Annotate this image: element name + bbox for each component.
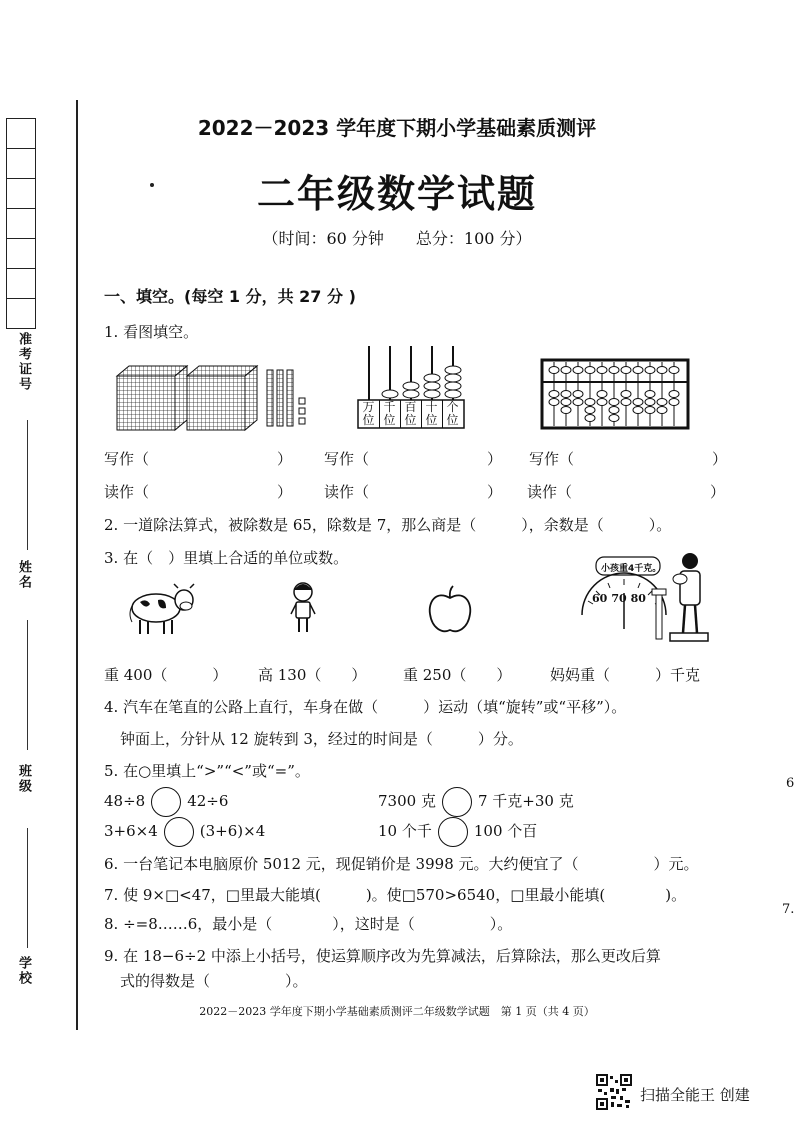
id-number-label: 准考证号	[16, 332, 31, 392]
q3-boy-blank: 高 130（ ）	[258, 666, 367, 684]
place-label-bai: 百位	[404, 400, 417, 427]
class-label: 班级	[16, 764, 31, 794]
q5-compare-b: 7300 克 7 千克+30 克	[378, 787, 574, 817]
qr-code-icon	[596, 1074, 632, 1110]
q5-compare-d: 10 个千 100 个百	[378, 817, 537, 847]
place-label-qian: 千位	[383, 400, 396, 427]
q1-stem: 1. 看图填空。	[104, 323, 199, 341]
time-score-info: （时间：60 分钟 总分：100 分）	[262, 229, 532, 248]
abacus-image	[540, 358, 690, 430]
q8-text: 8. ÷=8……6，最小是（ ），这时是（ ）。	[104, 915, 513, 933]
q9-line2: 式的得数是（ ）。	[120, 972, 308, 990]
compare-circle[interactable]	[164, 817, 194, 847]
q3-stem: 3. 在（ ）里填上合适的单位或数。	[104, 549, 349, 567]
compare-circle[interactable]	[438, 817, 468, 847]
sidebar-line	[27, 420, 28, 550]
compare-circle[interactable]	[442, 787, 472, 817]
page-footer: 2022－2023 学年度下期小学基础素质测评二年级数学试题 第 1 页（共 4 页）	[199, 1005, 595, 1018]
scale-mark: 70	[611, 592, 627, 605]
q1-write-1: 写作（ ）	[104, 450, 293, 468]
scale-mark: 80	[630, 592, 646, 605]
q1-read-3: 读作（ ）	[527, 483, 726, 501]
scale-mark: 60	[592, 592, 608, 605]
q3-apple-blank: 重 250（ ）	[403, 666, 512, 684]
q5-compare-a: 48÷8 42÷6	[104, 787, 228, 817]
base-ten-blocks-image	[115, 362, 325, 434]
q4-line1: 4. 汽车在笔直的公路上直行，车身在做（ ）运动（填“旋转”或“平移”）。	[104, 698, 627, 716]
place-label-wan: 万位	[362, 400, 375, 427]
q7-text: 7. 使 9×□<47，□里最大能填( )。使□570>6540，□里最小能填( )。	[104, 886, 687, 904]
q1-write-2: 写作（ ）	[324, 450, 503, 468]
margin-mark: 6	[786, 776, 794, 791]
cow-image	[128, 582, 196, 636]
apple-image	[426, 584, 474, 636]
q5-compare-c: 3+6×4 (3+6)×4	[104, 817, 265, 847]
exam-subtitle: 2022－2023 学年度下期小学基础素质测评	[197, 116, 597, 140]
scanner-brand: 扫描全能王 创建	[640, 1086, 750, 1104]
page-title: 二年级数学试题	[256, 172, 537, 216]
place-value-labels	[358, 401, 464, 427]
q3-mother-blank: 妈妈重（ ）千克	[550, 666, 701, 684]
section-title: 一、填空。(每空 1 分，共 27 分 )	[104, 287, 356, 306]
place-label-ge: 个位	[446, 400, 459, 427]
q9-line1: 9. 在 18−6÷2 中添上小括号，使运算顺序改为先算减法，后算除法，那么更改后算	[104, 947, 661, 965]
id-number-boxes	[6, 118, 36, 329]
q4-line2: 钟面上，分针从 12 旋转到 3，经过的时间是（ ）分。	[120, 730, 523, 748]
sidebar-line	[27, 828, 28, 948]
boy-image	[288, 580, 318, 634]
q2-text: 2. 一道除法算式，被除数是 65，除数是 7，那么商是（ ），余数是（ ）。	[104, 516, 672, 534]
q6-text: 6. 一台笔记本电脑原价 5012 元，现促销价是 3998 元。大约便宜了（ ）元。	[104, 855, 699, 873]
margin-mark: 7.	[782, 902, 794, 917]
sidebar-line	[27, 620, 28, 750]
place-label-shi: 十位	[425, 400, 438, 427]
name-label: 姓名	[16, 560, 31, 590]
scale-dial-labels	[592, 592, 646, 605]
weight-speech-bubble: 小孩重4千克。	[601, 564, 662, 574]
compare-circle[interactable]	[151, 787, 181, 817]
q3-cow-blank: 重 400（ ）	[104, 666, 228, 684]
q5-stem: 5. 在○里填上“>”“<”或“=”。	[104, 762, 310, 780]
q1-write-3: 写作（ ）	[529, 450, 728, 468]
q1-read-2: 读作（ ）	[324, 483, 503, 501]
q1-read-1: 读作（ ）	[104, 483, 293, 501]
school-label: 学校	[16, 956, 31, 986]
